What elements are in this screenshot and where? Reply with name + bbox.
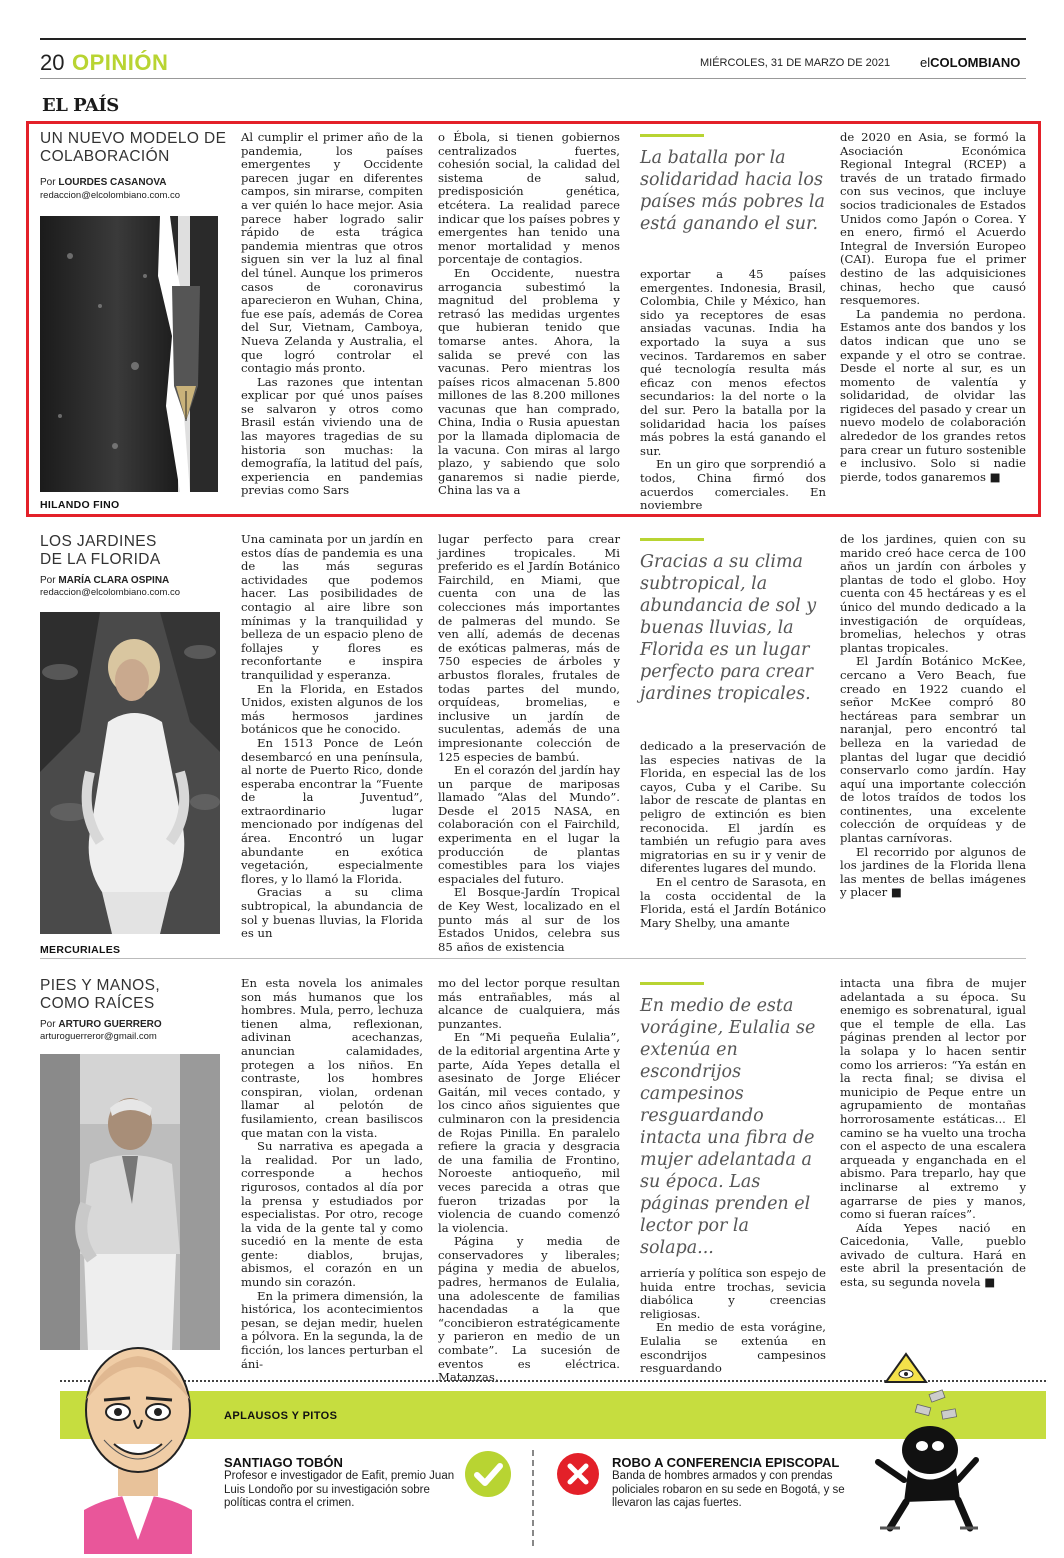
- author-portrait: [40, 1054, 220, 1350]
- paragraph: dedicado a la preservación de las especies nativas de la Florida, en especial las de los cayos, Cuba y el Caribe. Su labor de rescate de plantas en peligro de extinción es bien reconocida. El jardín es también un refugio para aves migratorias en su ir y venir de diferentes lugares del mundo.: [640, 739, 826, 876]
- article1-pull-quote: La batalla por la solidaridad hacia los países más pobres la está ganando el sur.: [640, 148, 825, 234]
- article2-column-4: [840, 533, 1026, 938]
- pullquote-rule: [640, 134, 704, 137]
- article3-column-2: [438, 976, 620, 1385]
- paragraph: El Bosque-Jardín Tropical de Key West, localizado en el punto más al sur de los Estados Unidos, celebra sus 85 años de existencia: [438, 885, 620, 954]
- byline-prefix: Por: [40, 1019, 56, 1030]
- article2-column-2: [438, 532, 620, 954]
- byline-prefix: Por: [40, 575, 56, 586]
- brand-name: COLOMBIANO: [930, 55, 1021, 70]
- article1-byline: [40, 177, 167, 188]
- ink-splatter-illustration: [40, 216, 218, 492]
- cross-icon-svg: [556, 1452, 600, 1496]
- article1-illustration: [40, 216, 218, 492]
- check-icon-svg: [464, 1450, 512, 1498]
- pullquote-rule: [640, 982, 704, 985]
- article3-headline-line2: COMO RAÍCES: [40, 995, 155, 1012]
- check-icon: [464, 1450, 512, 1498]
- paragraph: En la primera dimensión, la histórica, los acontecimientos pesan, se dejan medir, huelen a pólvora. En la segunda, la de ficción, los lances perturban el áni-: [241, 1288, 423, 1371]
- paragraph: En Occidente, nuestra arrogancia subestimó la magnitud del problema y retrasó las medidas urgentes que hubieran tenido que tomarse antes. Ahora, la salida se prevé con las vacunas. Pero mientras los países ricos almacenan 5.800 millones de las 8.200 millones vacunas que han comprado, China, India o Rusia apuestan por la llamada diplomacia de la vacuna. Con miras al largo plazo, y sabiendo que solo ganaremos si nadie pierde, China las va a: [438, 265, 620, 498]
- article3-author: ARTURO GUERRERO: [58, 1019, 162, 1030]
- article3-email: arturoguerreror@gmail.com: [40, 1031, 157, 1042]
- paragraph: Página y media de conservadores y liberales; página y media de abuelos, padres, hermanos de Eulalia, una adolescente de familias hacendadas a la que “concibieron estratégicamente y parieron en medio de un combate”. La sucesión de eventos es eléctrica. Matanzas,: [438, 1234, 620, 1385]
- author-photo-arturo-guerrero: [40, 1054, 220, 1350]
- paragraph: En “Mi pequeña Eulalia”, de la editorial argentina Arte y parte, Aída Yepes detalla el asesinato de Jorge Eliécer Gaitán, mil veces contado, y los cinco años siguientes que culminaron con la presidencia de Rojas Pinilla. En paralelo refiere la gracia y desgracia de una familia de Frontino, Noroeste antioqueño, mil veces parecida a otras que fueron trizadas por la violencia de cuando comenzó la violencia.: [438, 1030, 620, 1235]
- brand-prefix: el: [920, 55, 931, 70]
- thief-caricature: [860, 1410, 980, 1534]
- article1-author: LOURDES CASANOVA: [58, 177, 167, 188]
- dateline: MIÉRCOLES, 31 DE MARZO DE 2021: [700, 57, 891, 69]
- section-divider: [40, 958, 1026, 959]
- paragraph: Una caminata por un jardín en estos días de pandemia es una de las más seguras actividades que podemos hacer. Las posibilidades de contagio al aire libre son mínimas y la tranquilidad y belleza de un espacio pleno de follajes y flores es reconfortante e inspira tranquilidad y esperanza.: [241, 532, 423, 682]
- article2-pull-quote: Gracias a su clima subtropical, la abundancia de sol y buenas lluvias, la Florida es un lugar perfecto para crear jardines tropicales.: [640, 552, 817, 704]
- article1-email: redaccion@elcolombiano.com.co: [40, 190, 181, 201]
- article3-column-4: [840, 977, 1026, 1297]
- header-rule: [40, 78, 1026, 79]
- article3-column-1: [241, 976, 423, 1371]
- article2-email: redaccion@elcolombiano.com.co: [40, 587, 181, 598]
- caricature-santiago-tobon: [64, 1340, 212, 1554]
- clap-name: SANTIAGO TOBÓN: [224, 1455, 343, 1470]
- paragraph: En un giro que sorprendió a todos, China firmó dos acuerdos comerciales. En noviembre: [640, 457, 826, 513]
- paragraph: El recorrido por algunos de los jardines de la Florida llena las mentes de bellas imágenes y placer ■: [840, 844, 1026, 900]
- paragraph: de los jardines, quien con su marido creó hace cerca de 100 años un jardín con árboles y plantas de todo el globo. Hoy cuenta con 45 hectáreas y es el único del mundo dedicado a la investigación de orquídeas, bromelias, helechos y otras plantas tropicales.: [840, 532, 1026, 655]
- paragraph: En el corazón del jardín hay un parque de mariposas llamado “Alas del Mundo”. Desde el 2015 NASA, en colaboración con el Fairchild, experimenta en el lugar la producción de plantas comestibles para los viajes espaciales del futuro.: [438, 763, 620, 886]
- paragraph: exportar a 45 países emergentes. Indonesia, Brasil, Colombia, Chile y México, han sido ya receptores de esas ansiadas vacunas. India ha exportado la suya a sus vecinos. Tardaremos en saber qué tecnología resulta más eficaz con menos efectos secundarios: la del norte o la del sur. Pero la batalla por la solidaridad hacia los países más pobres la está ganando el sur.: [640, 267, 826, 458]
- paragraph: Aída Yepes nació en Caicedonia, Valle, pueblo avivado de cultura. Hará en este abril la presentación de esta, su segunda novela ■: [840, 1220, 1026, 1290]
- boo-text: Banda de hombres armados y con prendas policiales robaron en su sede en Bogotá, y se llevaron las cajas fuertes.: [612, 1470, 845, 1509]
- article3-headline: [40, 977, 230, 1013]
- article3-headline-line1: PIES Y MANOS,: [40, 977, 161, 994]
- top-rule: [40, 38, 1026, 40]
- article2-headline-line2: DE LA FLORIDA: [40, 551, 161, 568]
- paragraph: mo del lector porque resultan más entrañables, más al alcance de cualquiera, más punzantes.: [438, 976, 620, 1031]
- pullquote-rule: [640, 538, 704, 541]
- author-portrait: [40, 612, 220, 934]
- article2-author: MARÍA CLARA OSPINA: [58, 575, 170, 586]
- article1-headline-line2: COLABORACIÓN: [40, 148, 170, 165]
- paragraph: Su narrativa es apegada a la realidad. Por un lado, corresponde a hechos rigurosos, contados al día por la prensa y estudiados por especialistas. Por otro, recoge la vida de la gente tal y como sucedió en la mente de esta gente: diablos, brujas, abismos, el corazón en un mundo sin corazón.: [241, 1139, 423, 1290]
- paragraph: El Jardín Botánico McKee, cercano a Vero Beach, fue creado en 1922 cuando el señor McKee compró 80 hectáreas para sembrar un naranjal, pero encontró tal belleza en la variedad de plantas del lugar que decidió conservarlo como jardín. Hay aquí una importante colección de lotos traídos de todos los continentes, una excelente colección de orquídeas y de plantas carnívoras.: [840, 654, 1026, 846]
- page-number: 20: [40, 50, 65, 75]
- article2-byline: [40, 575, 169, 586]
- article3-pull-quote: En medio de esta vorágine, Eulalia se extenúa en escondrijos campesinos resguardando intacta una fibra de mujer adelantada a su época. Las páginas prenden el lector por la solapa...: [640, 996, 816, 1258]
- applause-label: APLAUSOS Y PITOS: [224, 1410, 338, 1422]
- boo-name: ROBO A CONFERENCIA EPISCOPAL: [612, 1455, 840, 1470]
- source-logo: EL PAÍS: [42, 95, 119, 116]
- paragraph: En 1513 Ponce de León desembarcó en una península, al norte de Puerto Rico, donde esperaba encontrar la “Fuente de la Juventud”, extraordinario lugar mencionado por indígenas del área. Encontró un lugar abundante en exótica vegetación, especialmente flores, y lo llamó la Florida.: [241, 735, 423, 886]
- article1-column-4: [840, 131, 1026, 493]
- paragraph: Gracias a su clima subtropical, la abundancia de sol y buenas lluvias, la Florida es un: [241, 885, 423, 941]
- caricature: [64, 1340, 212, 1554]
- cross-icon: [556, 1452, 600, 1496]
- article1-column-3: [640, 267, 826, 513]
- article1-column-1: [241, 130, 423, 498]
- byline-prefix: Por: [40, 177, 56, 188]
- paragraph: En la Florida, en Estados Unidos, existen algunos de los más hermosos jardines botánicos que he conocido.: [241, 681, 423, 737]
- paragraph: intacta una fibra de mujer adelantada a su época. Su enemigo es sobrenatural, igual que el temple de ella. Las páginas prenden al lector por la solapa y lo hacen sentir como los arrieros: “Ya están en la recta final; se divisa el municipio de Peque entre un agrupamiento de montañas horrorosamente estáticas... El camino se ha vuelto una trocha con el aspecto de una escalera arqueada y enganchada en el abismo. Para treparlo, hay que inclinarse al extremo y agarrarse de pies y manos, como si fueran raíces”.: [840, 976, 1026, 1222]
- article2-headline-line1: LOS JARDINES: [40, 533, 157, 550]
- paragraph: En esta novela los animales son más humanos que los hombres. Mula, perro, lechuza tienen alma, reflexionan, adivinan acechanzas, anuncian calamidades, protegen a los niños. En contraste, los hombres conspiran, violan, ordenan llamar al pelotón de fusilamiento, crean basiliscos que matan con la vista.: [241, 976, 423, 1140]
- paragraph: En medio de esta vorágine, Eulalia se extenúa en escondrijos campesinos resguardando: [640, 1320, 826, 1376]
- paragraph: arriería y política son espejo de huida entre trochas, sevicia diabólica y creencias religiosas.: [640, 1266, 826, 1321]
- article3-byline: [40, 1019, 162, 1030]
- paragraph: Las razones que intentan explicar por qué unos países se salvaron y otros como Brasil están viviendo una de las mayores tragedias de su historia son muchas: la demografía, la latitud del país, experiencia en pandemias previas como Sars: [241, 374, 423, 498]
- article1-kicker: HILANDO FINO: [40, 499, 120, 511]
- article1-headline: [40, 130, 230, 166]
- newspaper-logo: [920, 55, 1020, 70]
- article2-column-3: [640, 740, 826, 938]
- paragraph: lugar perfecto para crear jardines tropicales. Mi preferido es el Jardín Botánico Fairchild, en Miami, que cuenta con una de las colecciones más importantes de palmeras del mundo. Se ven allí, además de decenas de exóticas palmeras, más de 750 especies de árboles y arbustos florales, frutales de todas partes del mundo, orquídeas, bromelias, e inclusive un jardín de suculentas, además de una impresionante colección de 125 especies de bambú.: [438, 532, 620, 764]
- article2-kicker: MERCURIALES: [40, 944, 121, 956]
- paragraph: de 2020 en Asia, se formó la Asociación Económica Regional Integral (RCEP) a través de un tratado firmado con sus vecinos, que incluye socios tradicionales de Estados Unidos como Japón o Corea. Y en enero, firmó el Acuerdo Integral de Inversión Europeo (CAI). Europa fue el primer destino de las adquisiciones chinas, hecho que causó resquemores.: [840, 130, 1026, 308]
- thief-caricature-svg: [860, 1410, 980, 1534]
- article3-column-3: [640, 1266, 826, 1376]
- article1-column-2: [438, 130, 620, 498]
- applause-separator: [532, 1450, 534, 1546]
- author-photo-maria-clara-ospina: [40, 612, 220, 934]
- paragraph: Al cumplir el primer año de la pandemia, los países emergentes y Occidente parecen jugar en diferentes campos, sin mirarse, compiten a ver quién lo hace mejor. Asia parece haber logrado salir rápido de esta trágica pandemia mientras que otros siguen sin ver la luz al final del túnel. Aunque los primeros casos de coronavirus aparecieron en Wuhan, China, fue ese país, además de Corea del Sur, Vietnam, Camboya, Nueva Zelanda y Australia, el que logró controlar el contagio más pronto.: [241, 130, 423, 376]
- clap-text: Profesor e investigador de Eafit, premio Juan Luis Londoño por su investigación sobre políticas contra el crimen.: [224, 1470, 455, 1509]
- article2-column-1: [241, 532, 423, 941]
- article1-headline-line1: UN NUEVO MODELO DE: [40, 130, 227, 147]
- paragraph: o Ébola, si tienen gobiernos centralizados fuertes, cohesión social, la calidad del sistema de salud, predisposición genética, etcétera. La realidad parece indicar que los países pobres y emergentes han tenido una menor mortalidad y menos porcentaje de contagios.: [438, 130, 620, 267]
- section-title: OPINIÓN: [72, 50, 169, 75]
- paragraph: En el centro de Sarasota, en la costa occidental de la Florida, está el Jardín Botánico Mary Shelby, una amante: [640, 874, 826, 930]
- article2-headline: [40, 533, 230, 569]
- paragraph: La pandemia no perdona. Estamos ante dos bandos y los datos indican que uno se expande y el otro se contrae. Desde el norte al sur, es un momento de valentía y solidaridad, de olvidar las rigideces del pasado y crear un nuevo modelo de colaboración alrededor de los grandes retos para crear un futuro sostenible e inclusivo. Solo si nadie pierde, todos ganaremos ■: [840, 306, 1026, 484]
